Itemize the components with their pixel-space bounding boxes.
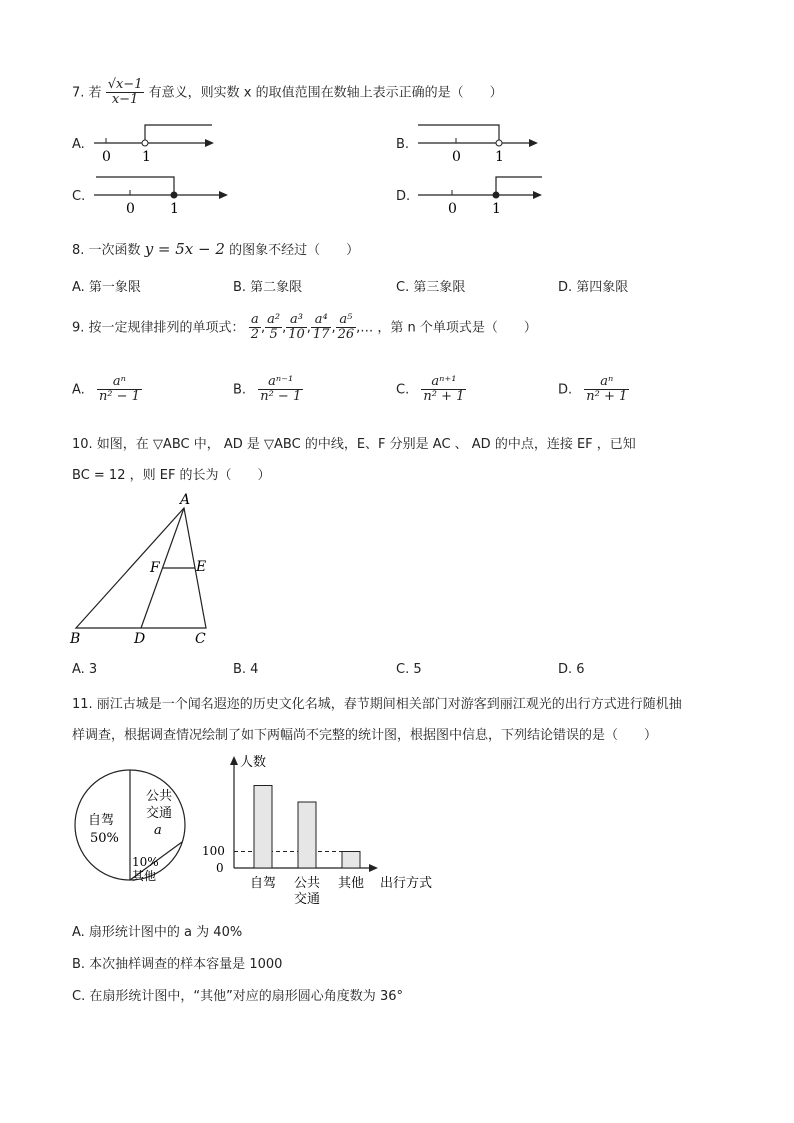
category-label-0-0: 自驾	[249, 876, 277, 891]
y-axis-label: 人数	[240, 755, 267, 770]
q8-option-a[interactable]: A. 第一象限	[72, 280, 141, 295]
q9-term-5: $\frac{\text{a⁵}}{26}$	[337, 312, 355, 343]
q11-option-c[interactable]: C. 在扇形统计图中，“其他”对应的扇形圆心角度数为 36°	[72, 989, 403, 1004]
q8-option-b[interactable]: B. 第二象限	[233, 280, 303, 295]
q7-option-b-numberline	[414, 118, 544, 168]
pie-public-label-1: 公共	[146, 789, 173, 804]
q9-stem: 9. 按一定规律排列的单项式： $\frac{a}{2}$ , $\frac{\text{a²}}{5}$ , $\frac{\text{a³}}{10}$ , $\frac{\text{a⁴}}{17}$ , $\frac{\text{a⁵}}{26}$ ,… ，第 n 个单项式是（ ）	[72, 312, 537, 343]
q11-stem-line1: 11. 丽江古城是一个闻名遐迩的历史文化名城，春节期间相关部门对游客到丽江观光的出行方式进行随机抽	[72, 697, 682, 712]
q10-stem-line1: 10. 如图，在 ▽ABC 中， AD 是 ▽ABC 的中线，E、F 分别是 AC 、 AD 的中点，连接 EF ，已知	[72, 437, 636, 452]
q8-option-d[interactable]: D. 第四象限	[558, 280, 629, 295]
q9-option-a[interactable]: A. $\frac{\text{aⁿ}}{\text{n² − 1}}$	[72, 374, 140, 405]
q7-option-d-label[interactable]: D.	[396, 189, 411, 204]
q8-option-c[interactable]: C. 第三象限	[396, 280, 466, 295]
q9-option-c[interactable]: C. $\frac{\text{aⁿ⁺¹}}{\text{n² + 1}}$	[396, 374, 465, 405]
pie-self-pct: 50%	[90, 831, 119, 846]
q7-option-d-numberline	[414, 170, 554, 220]
q10-option-d[interactable]: D. 6	[558, 662, 585, 677]
q9-term-2: $\frac{\text{a²}}{5}$	[267, 312, 281, 343]
category-label-1-1: 交通	[293, 892, 321, 907]
y-tick-100: 100	[202, 844, 225, 858]
q7-stem: 7. 若 $\frac{√x-1}{x-1}$ 有意义，则实数 x 的取值范围在数轴上表示正确的是（ ）	[72, 77, 503, 108]
pie-other-label: 其他	[132, 869, 157, 883]
tick-0: 0	[452, 149, 461, 165]
q11-stem-line2: 样调查，根据调查情况绘制了如下两幅尚不完整的统计图，根据图中信息，下列结论错误的是（ ）	[72, 728, 658, 743]
category-label-2-0: 其他	[337, 876, 365, 891]
q10-option-a[interactable]: A. 3	[72, 662, 98, 677]
point-e-label: E	[196, 559, 207, 575]
q8-stem: 8. 一次函数 y = 5x − 2 的图象不经过（ ）	[72, 240, 360, 258]
q7-option-c-numberline	[90, 170, 240, 220]
category-label-1-0: 公共	[293, 876, 321, 891]
q9-option-b[interactable]: B. $\frac{\text{aⁿ⁻¹}}{\text{n² − 1}}$	[233, 374, 302, 405]
q11-option-a[interactable]: A. 扇形统计图中的 a 为 40%	[72, 925, 243, 940]
bar-0	[254, 786, 272, 869]
pie-public-var: a	[154, 823, 162, 838]
tick-0: 0	[126, 201, 135, 217]
vertex-d-label: D	[134, 631, 146, 647]
tick-1: 1	[142, 149, 151, 165]
bar-2	[342, 852, 360, 869]
q10-triangle-figure	[66, 490, 226, 650]
q11-option-b[interactable]: B. 本次抽样调查的样本容量是 1000	[72, 957, 283, 972]
q7-number: 7. 若	[72, 85, 102, 101]
q10-option-c[interactable]: C. 5	[396, 662, 422, 677]
q11-pie-chart	[70, 762, 200, 892]
tick-1: 1	[170, 201, 179, 217]
vertex-c-label: C	[195, 631, 206, 647]
q7-fraction: $\frac{√x-1}{x-1}$	[107, 77, 143, 108]
tick-0: 0	[448, 201, 457, 217]
x-axis-label: 出行方式	[380, 876, 433, 891]
q9-term-4: $\frac{\text{a⁴}}{17}$	[312, 312, 330, 343]
q10-stem-line2: BC = 12 ，则 EF 的长为（ ）	[72, 468, 271, 483]
pie-public-label-2: 交通	[146, 806, 173, 821]
tick-1: 1	[495, 149, 504, 165]
q9-term-3: $\frac{\text{a³}}{10}$	[288, 312, 305, 343]
q7-option-a-numberline	[90, 118, 220, 168]
vertex-a-label: A	[180, 492, 191, 508]
q7-option-b-label[interactable]: B.	[396, 137, 410, 152]
q9-option-d[interactable]: D. $\frac{\text{aⁿ}}{\text{n² + 1}}$	[558, 374, 628, 405]
q10-option-b[interactable]: B. 4	[233, 662, 259, 677]
q7-option-c-label[interactable]: C.	[72, 189, 86, 204]
tick-1: 1	[492, 201, 501, 217]
point-f-label: F	[150, 560, 160, 576]
bar-1	[298, 802, 316, 868]
pie-self-label: 自驾	[88, 813, 115, 828]
vertex-b-label: B	[70, 631, 81, 647]
q9-term-1: $\frac{a}{2}$	[250, 312, 259, 343]
y-tick-0: 0	[216, 861, 224, 875]
pie-other-pct: 10%	[132, 855, 159, 869]
q11-bar-chart	[196, 752, 446, 912]
q7-option-a-label[interactable]: A.	[72, 137, 85, 152]
q8-formula: y = 5x − 2	[144, 240, 225, 258]
tick-0: 0	[102, 149, 111, 165]
